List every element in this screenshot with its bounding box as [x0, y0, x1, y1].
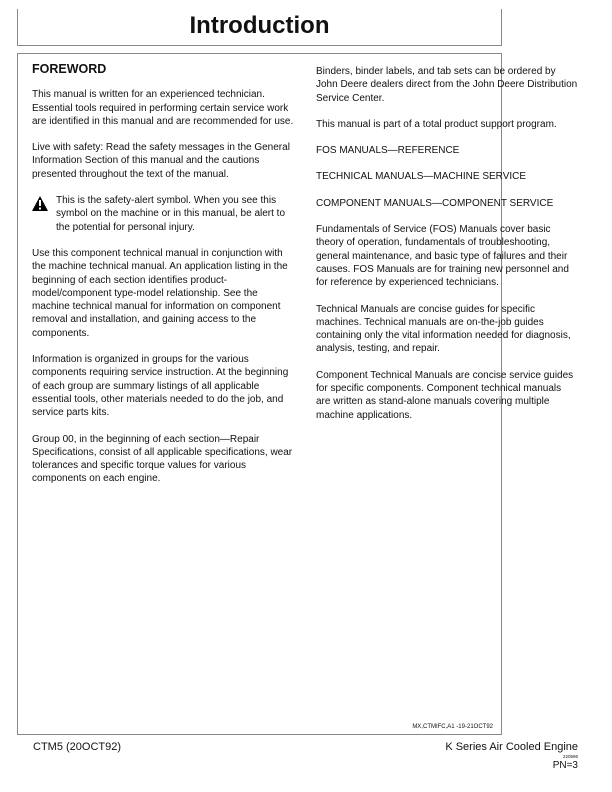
safety-alert-text: This is the safety-alert symbol. When you see this symbol on the machine or in this manual, be alert to the potential for personal injury. [56, 195, 286, 233]
paragraph: Live with safety: Read the safety messages in the General Information Section of this manual and the cautions presented throughout the text of the manual. [32, 142, 290, 180]
paragraph: Technical Manuals are concise guides for specific machines. Technical manuals are on-the-job guides containing only the vital information needed for diagnosis, analysis, testing, and repair. [316, 303, 571, 355]
paragraph: Binders, binder labels, and tab sets can be ordered by John Deere dealers direct from the John Deere Distribution Service Center. [316, 66, 578, 104]
paragraph: This manual is part of a total product support program. [316, 118, 557, 130]
right-column [316, 65, 578, 435]
paragraph: COMPONENT MANUALS—COMPONENT SERVICE [316, 197, 554, 209]
paragraph: FOS MANUALS—REFERENCE [316, 145, 460, 157]
safety-alert-icon [32, 196, 48, 211]
paragraph: TECHNICAL MANUALS—MACHINE SERVICE [316, 171, 527, 183]
foreword-box [17, 53, 578, 735]
section-heading: FOREWORD [32, 62, 107, 76]
paragraph: Use this component technical manual in conjunction with the machine technical manual. An application listing in the beginning of each section identifies product-model/component type-model relationship. See the machine technical manual for information on component removal and installation, and gaining access to the components. [32, 247, 288, 339]
page-title: Introduction [189, 12, 330, 39]
paragraph: Group 00, in the beginning of each section—Repair Specifications, consist of all applicable specifications, wear tolerances and specific torque values for various components on each engine. [32, 433, 293, 485]
left-column [32, 63, 294, 499]
footer-title: K Series Air Cooled Engine [445, 741, 578, 753]
paragraph: Fundamentals of Service (FOS) Manuals cover basic theory of operation, fundamentals of troubleshooting, general maintenance, and basic type of failures and their causes. FOS Manuals are for training new personnel and for reference by experienced technicians. [316, 224, 569, 289]
page-header [17, 9, 502, 46]
document-code: MX,CTMIFC,A1 -19-21OCT92 [412, 724, 493, 730]
safety-alert [32, 194, 294, 234]
paragraph: Component Technical Manuals are concise service guides for specific components. Component technical manuals are written as stand-alone manuals covering multiple machine applications. [316, 369, 574, 421]
page-number: PN=3 [552, 760, 578, 771]
paragraph: This manual is written for an experienced technician. Essential tools required in performing certain service work are identified in this manual and are recommended for use. [32, 89, 294, 127]
footer-small-code: 220596 [562, 754, 578, 759]
paragraph: Information is organized in groups for the various components requiring service instruction. At the beginning of each group are summary listings of all applicable essential tools, other materials needed to do the job, and service parts kits. [32, 354, 289, 419]
footer-left: CTM5 (20OCT92) [33, 741, 122, 753]
